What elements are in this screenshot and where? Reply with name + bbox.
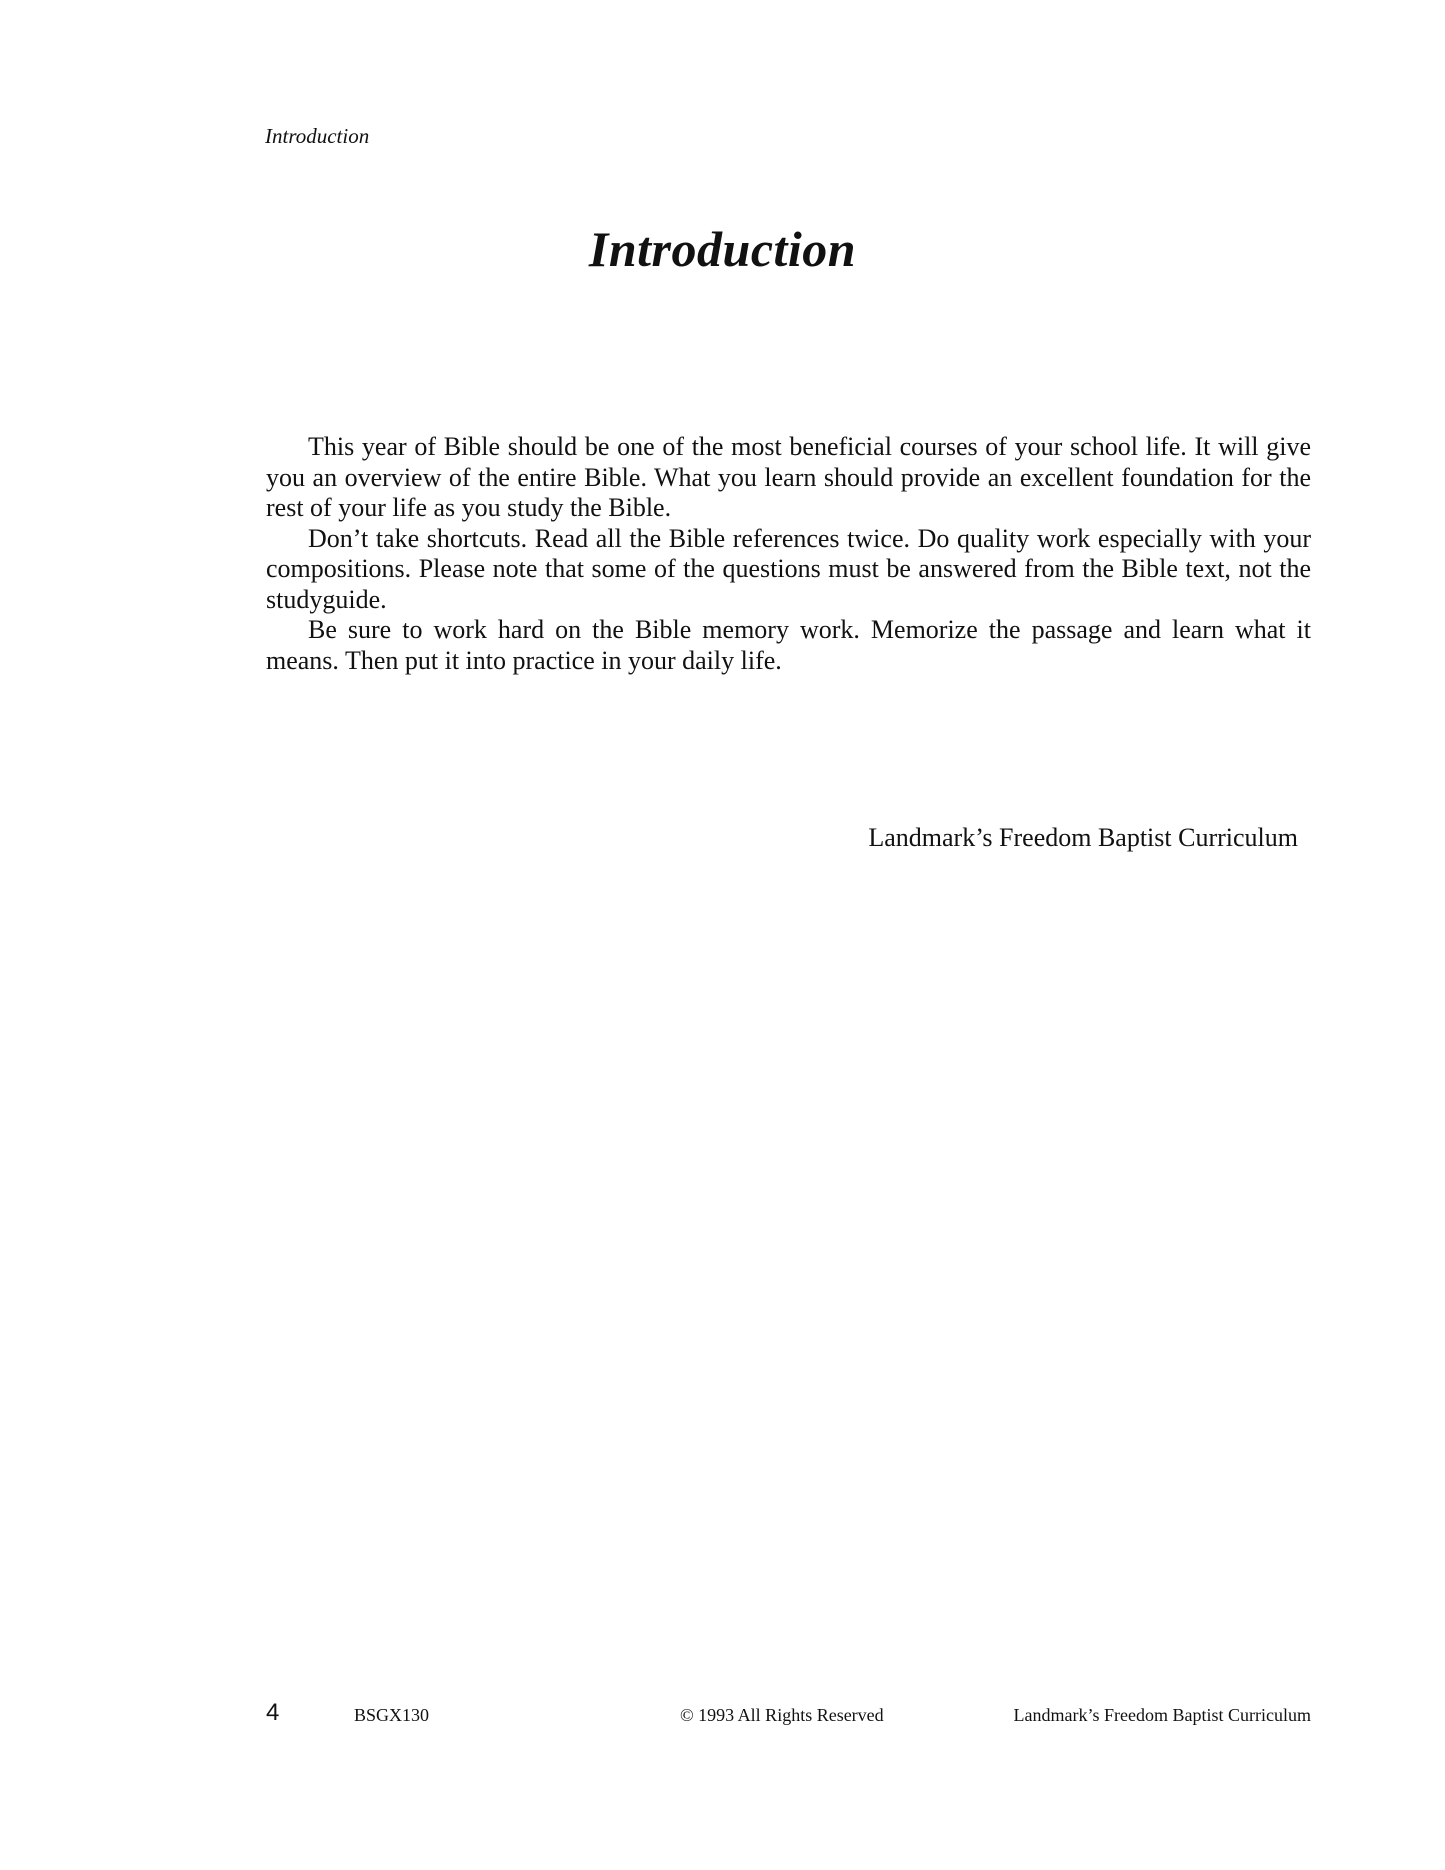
paragraph: This year of Bible should be one of the most beneficial courses of your school life. It will give you an overview of the entire Bible. What you learn should provide an excellent foundation for the rest of your life as you study the Bible.: [266, 432, 1311, 522]
page-footer: [0, 1699, 1445, 1733]
running-header: Introduction: [265, 124, 370, 148]
signature: Landmark’s Freedom Baptist Curriculum: [868, 823, 1298, 852]
body-text: [266, 432, 1311, 676]
footer-publisher: Landmark’s Freedom Baptist Curriculum: [1013, 1705, 1311, 1725]
course-code: BSGX130: [354, 1705, 430, 1725]
copyright-notice: © 1993 All Rights Reserved: [680, 1705, 884, 1725]
paragraph: Don’t take shortcuts. Read all the Bible references twice. Do quality work especially with your compositions. Please note that some of the questions must be answered from the Bible text, not the studyguide.: [266, 523, 1311, 614]
page-title: Introduction: [588, 221, 857, 277]
page-number: 4: [266, 1699, 280, 1726]
paragraph: Be sure to work hard on the Bible memory work. Memorize the passage and learn what it means. Then put it into practice in your daily life.: [266, 615, 1311, 675]
